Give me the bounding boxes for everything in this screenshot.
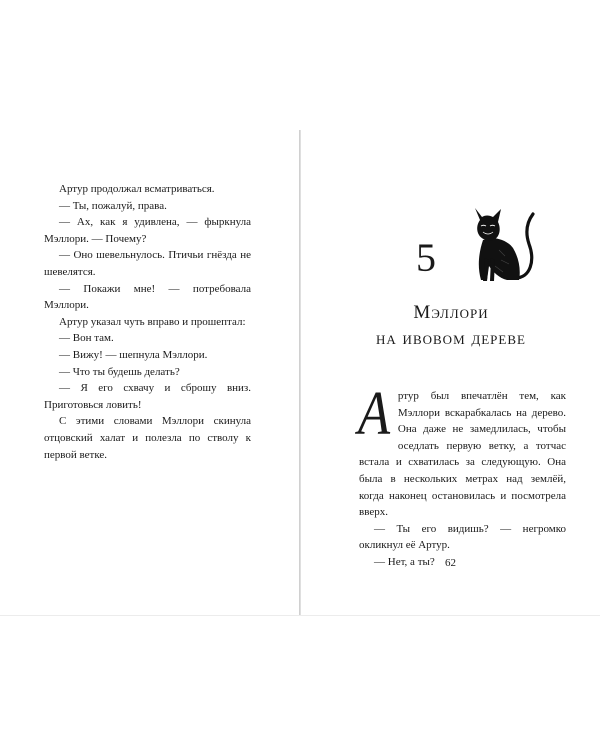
page-number: 62 xyxy=(445,557,456,569)
paragraph: — Оно шевельнулось. Птичьи гнёзда не шевелятся. xyxy=(44,249,251,278)
drop-cap: А xyxy=(357,380,391,448)
paragraph: С этими словами Мэллори скинула отцовский халат и полезла по стволу к первой ветке. xyxy=(44,415,251,461)
chapter-heading xyxy=(331,200,571,285)
left-page-text xyxy=(44,181,251,463)
chapter-number: 5 xyxy=(416,235,436,280)
black-cat-illustration xyxy=(461,200,543,284)
chapter-title-line: Мэллори xyxy=(413,302,489,323)
first-paragraph-text: ртур был впечатлён тем, как Мэллори вскарабкалась на дерево. Она даже не замедлилась, чтобы оседлать первую ветку, а тотчас встала и схватилась за следующую. Она была в нескольких метрах над землёй, когда наконец остановилась и посмотрела вверх. xyxy=(359,390,566,519)
paragraph: — Ты его видишь? — негромко окликнул её Артур. xyxy=(359,522,566,552)
paragraph: Артур указал чуть вправо и прошептал: xyxy=(59,315,246,328)
paragraph: — Я его схвачу и сброшу вниз. Приготовься ловить! xyxy=(44,382,251,411)
paragraph: — Ты, пожалуй, права. xyxy=(59,199,167,212)
chapter-title-line: на ивовом дереве xyxy=(376,328,526,349)
first-paragraph xyxy=(357,380,566,521)
paragraph: — Ах, как я удивлена, — фыркнула Мэллори. — Почему? xyxy=(44,216,251,245)
right-page-text xyxy=(357,380,566,571)
paragraph: — Что ты будешь делать? xyxy=(59,365,180,378)
paragraph: Артур продолжал всматриваться. xyxy=(59,183,215,195)
paragraph: — Нет, а ты? xyxy=(374,555,435,568)
paragraph: — Покажи мне! — потребовала Мэллори. xyxy=(44,282,251,312)
book-spread xyxy=(0,130,600,615)
paragraph: — Вон там. xyxy=(59,332,114,345)
page-bottom-edge xyxy=(0,615,600,616)
paragraph: — Вижу! — шепнула Мэллори. xyxy=(59,348,208,361)
left-page xyxy=(0,130,299,615)
right-page xyxy=(301,130,600,615)
chapter-title xyxy=(331,300,571,352)
